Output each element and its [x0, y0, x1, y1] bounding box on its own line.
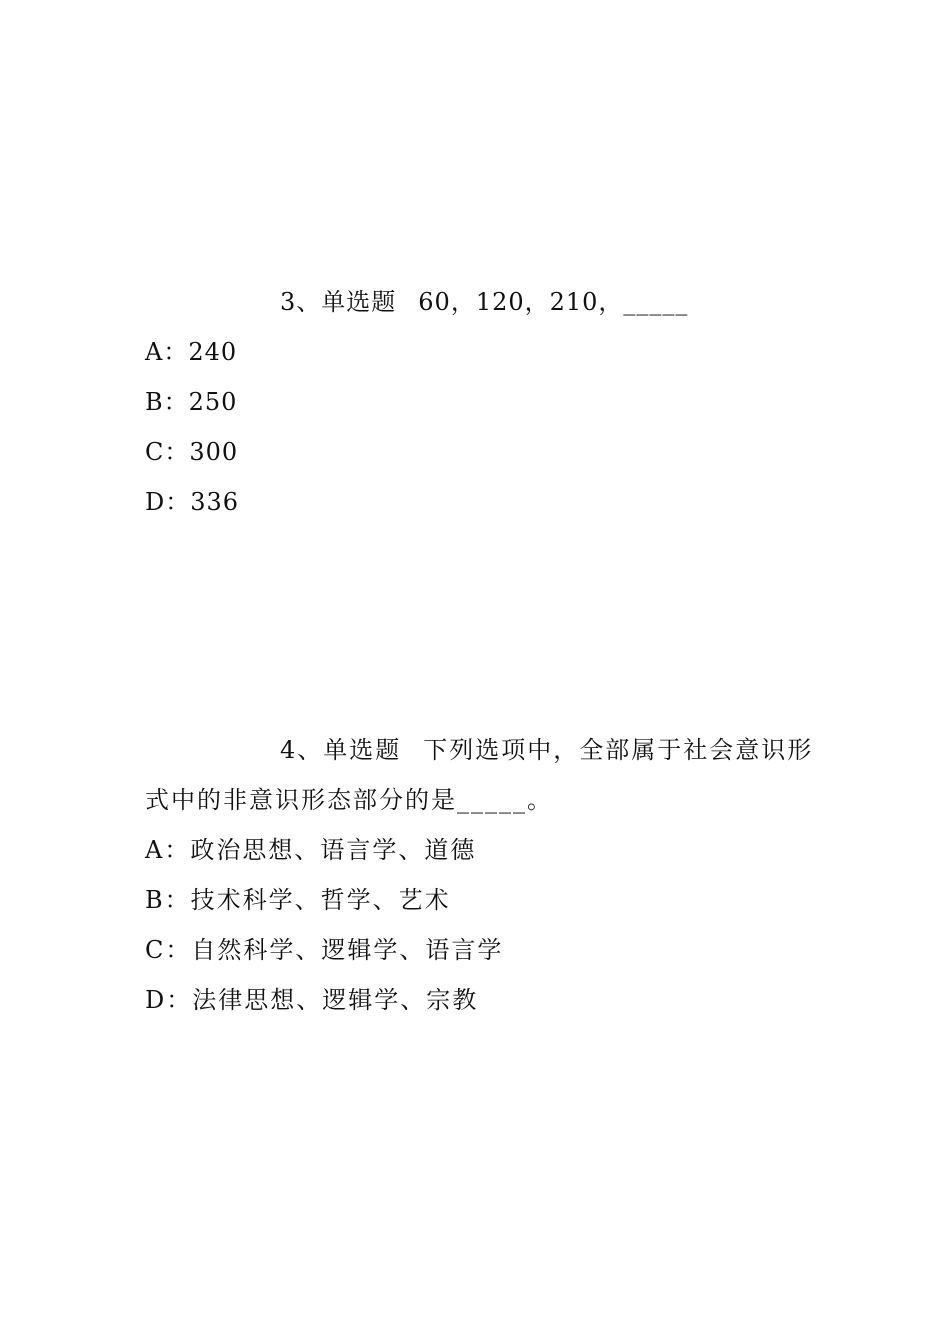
question-4-option-b: B：技术科学、哲学、艺术 — [145, 886, 451, 914]
question-3-number-type: 3、单选题 — [280, 288, 397, 316]
question-4-stem-line-1 — [280, 738, 813, 762]
question-3-stem — [280, 290, 688, 314]
question-4-stem-line-2: 式中的非意识形态部分的是_____。 — [145, 786, 553, 814]
question-3-option-b: B：250 — [145, 388, 238, 416]
question-3-option-a: A：240 — [145, 338, 238, 366]
question-4-option-c: C：自然科学、逻辑学、语言学 — [145, 936, 504, 964]
question-4-option-a: A：政治思想、语言学、道德 — [145, 836, 477, 864]
question-4-option-d: D：法律思想、逻辑学、宗教 — [145, 986, 479, 1014]
question-3-text: 60，120，210，_____ — [418, 288, 689, 316]
question-3-option-d: D：336 — [145, 488, 240, 516]
question-4-text-part-1: 下列选项中，全部属于社会意识形 — [423, 736, 814, 764]
question-4-number-type: 4、单选题 — [280, 736, 402, 764]
question-3-option-c: C：300 — [145, 438, 239, 466]
